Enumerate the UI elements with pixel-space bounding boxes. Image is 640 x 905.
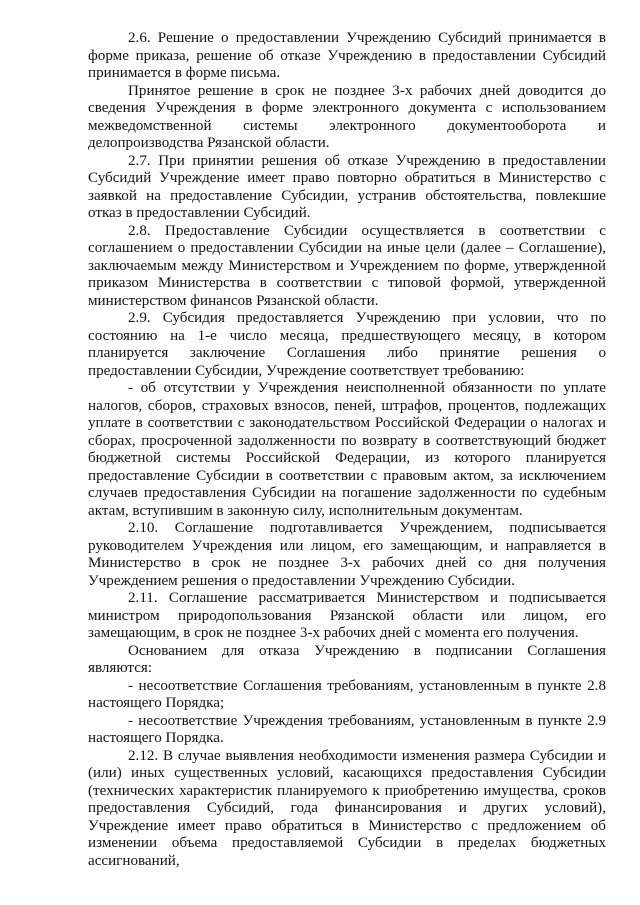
- paragraph-2-7: 2.7. При принятии решения об отказе Учреждению в предоставлении Субсидий Учреждение имеет право повторно обратиться в Министерство с заявкой на предоставление Субсидии, устранив обстоятельства, повлекшие отказ в предоставлении Субсидий.: [88, 152, 606, 221]
- paragraph-2-8: 2.8. Предоставление Субсидии осуществляется в соответствии с соглашением о предоставлении Субсидии на иные цели (далее – Соглашение), заключаемым между Министерством и Учреждением по форме, утвержденной приказом Министерства в соответствии с типовой формой, утвержденной министерством финансов Рязанской области.: [88, 222, 606, 309]
- paragraph-2-6: 2.6. Решение о предоставлении Учреждению Субсидий принимается в форме приказа, решение об отказе Учреждению в предоставлении Субсидий принимается в форме письма.: [88, 30, 606, 81]
- paragraph-2-9-requirement: - об отсутствии у Учреждения неисполненной обязанности по уплате налогов, сборов, страховых взносов, пеней, штрафов, процентов, подлежащих уплате в соответствии с законодательством Российской Федерации о налогах и сборах, просроченной задолженности по возврату в соответствующий бюджет бюджетной системы Российской Федерации, из которого планируется предоставление Субсидии в соответствии с правовым актом, за исключением случаев предоставления Субсидии на погашение задолженности по судебным актам, вступившим в законную силу, исполнительным документам.: [88, 380, 606, 519]
- paragraph-refusal-grounds: Основанием для отказа Учреждению в подписании Соглашения являются:: [88, 642, 606, 676]
- paragraph-2-9: 2.9. Субсидия предоставляется Учреждению при условии, что по состоянию на 1-е число месяца, предшествующего месяцу, в котором планируется заключение Соглашения либо принятие решения о предоставлении Субсидии, Учреждение соответствует требованию:: [88, 310, 606, 379]
- paragraph-2-11: 2.11. Соглашение рассматривается Министерством и подписывается министром природопользования Рязанской области или лицом, его замещающим, в срок не позднее 3-х рабочих дней с момента его получения.: [88, 590, 606, 641]
- paragraph-2-12: 2.12. В случае выявления необходимости изменения размера Субсидии и (или) иных существенных условий, касающихся предоставления Субсидии (технических характеристик планируемого к приобретению имущества, сроков предоставления Субсидий, года финансирования и других условий), Учреждение имеет право обратиться в Министерство с предложением об изменении объема предоставляемой Субсидии в пределах бюджетных ассигнований,: [88, 747, 606, 869]
- document-body: [88, 30, 606, 870]
- paragraph-decision-notice: Принятое решение в срок не позднее 3-х рабочих дней доводится до сведения Учреждения в форме электронного документа с использованием межведомственной системы электронного документооборота и делопроизводства Рязанской области.: [88, 82, 606, 151]
- paragraph-refusal-ground-1: - несоответствие Соглашения требованиям, установленным в пункте 2.8 настоящего Порядка;: [88, 677, 606, 711]
- paragraph-2-10: 2.10. Соглашение подготавливается Учреждением, подписывается руководителем Учреждения или лицом, его замещающим, и направляется в Министерство в срок не позднее 3-х рабочих дней со дня получения Учреждением решения о предоставлении Учреждению Субсидии.: [88, 520, 606, 589]
- paragraph-refusal-ground-2: - несоответствие Учреждения требованиям, установленным в пункте 2.9 настоящего Порядка.: [88, 712, 606, 746]
